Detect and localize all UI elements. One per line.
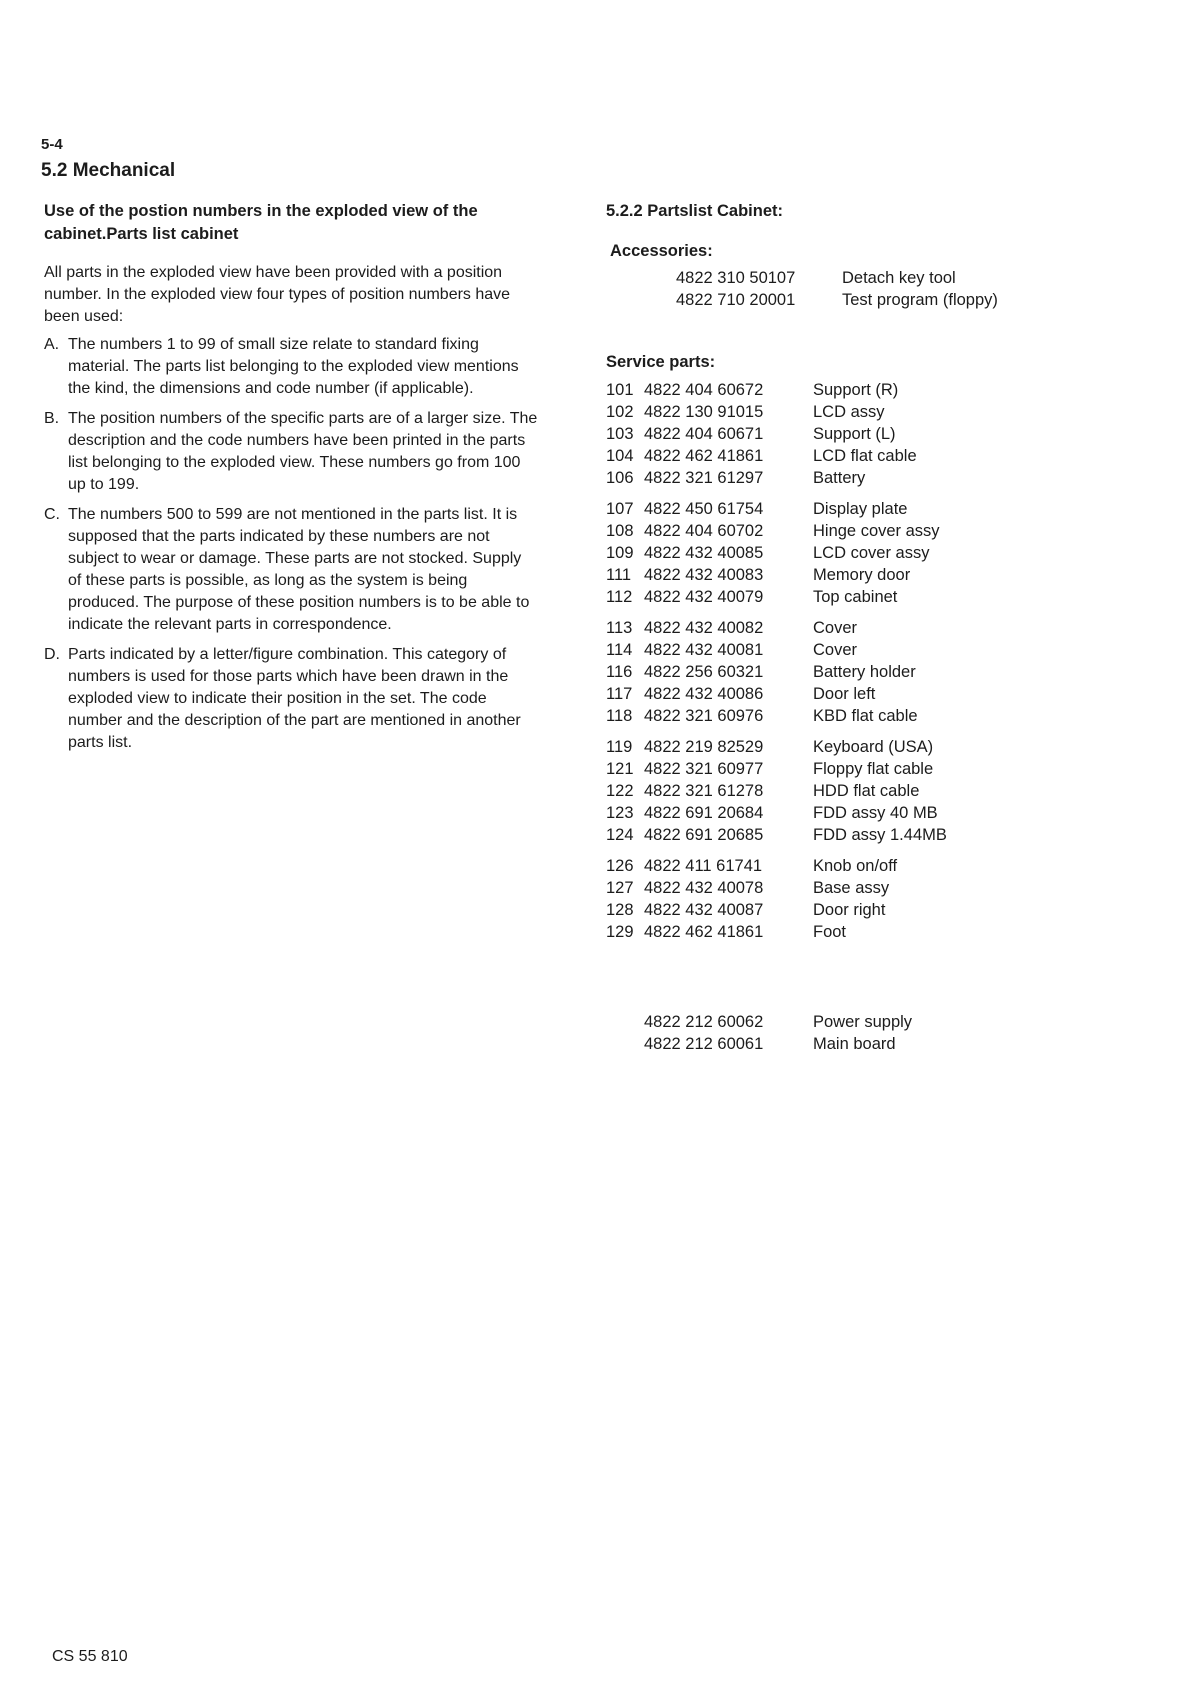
part-row (606, 586, 1126, 608)
part-code: 4822 691 20684 (644, 804, 764, 822)
position-number: 124 (606, 826, 634, 844)
part-row (606, 520, 1126, 542)
part-code: 4822 321 60977 (644, 760, 764, 778)
part-description: LCD assy (813, 403, 885, 421)
part-row (606, 877, 1126, 899)
part-row (606, 379, 1126, 401)
partslist-title: 5.2.2 Partslist Cabinet: (606, 202, 783, 220)
part-code: 4822 321 61297 (644, 469, 764, 487)
part-row (606, 564, 1126, 586)
list-item-text: Parts indicated by a letter/figure combination. This category of numbers is used for those parts which have been drawn in the exploded view to indicate their position in the set. The code number and the description of the part are mentioned in another parts list. (68, 646, 521, 751)
accessory-row (606, 289, 1126, 311)
part-code: 4822 321 60976 (644, 707, 764, 725)
part-description: Hinge cover assy (813, 522, 940, 540)
position-number: 108 (606, 522, 634, 540)
position-number: 116 (606, 663, 633, 681)
list-item (44, 644, 539, 754)
position-number: 121 (606, 760, 634, 778)
part-code: 4822 310 50107 (676, 269, 796, 287)
part-row (606, 921, 1126, 943)
parts-group (606, 498, 1126, 608)
part-code: 4822 462 41861 (644, 447, 764, 465)
part-code: 4822 432 40086 (644, 685, 764, 703)
part-row (606, 639, 1126, 661)
position-number: 118 (606, 707, 633, 725)
part-description: Base assy (813, 879, 890, 897)
part-row (606, 758, 1126, 780)
part-code: 4822 691 20685 (644, 826, 764, 844)
part-description: Door left (813, 685, 876, 703)
part-code: 4822 432 40079 (644, 588, 764, 606)
part-description: Power supply (813, 1013, 913, 1031)
part-row (606, 423, 1126, 445)
part-description: Support (R) (813, 381, 899, 399)
list-item (44, 408, 539, 496)
list-item (44, 504, 539, 636)
part-code: 4822 432 40085 (644, 544, 764, 562)
section-title: 5.2 Mechanical (41, 160, 176, 181)
part-description: Test program (floppy) (842, 291, 998, 309)
part-row (606, 1033, 1126, 1055)
part-description: FDD assy 40 MB (813, 804, 938, 822)
part-code: 4822 404 60671 (644, 425, 764, 443)
position-number: 113 (606, 619, 633, 637)
part-description: Foot (813, 923, 847, 941)
part-description: Floppy flat cable (813, 760, 934, 778)
part-code: 4822 462 41861 (644, 923, 764, 941)
part-row (606, 824, 1126, 846)
part-description: Memory door (813, 566, 911, 584)
position-number-empty (606, 1011, 644, 1033)
position-number: 107 (606, 500, 634, 518)
part-code: 4822 710 20001 (676, 291, 796, 309)
list-item-text: The numbers 500 to 599 are not mentioned in the parts list. It is supposed that the parts indicated by these numbers are not subject to wear or damage. These parts are not stocked. Supply of these parts is possible, as long as the system is being produced. The purpose of these position numbers is to be able to indicate the relevant parts in correspondence. (68, 506, 530, 633)
part-description: Cover (813, 619, 858, 637)
part-code: 4822 432 40081 (644, 641, 764, 659)
position-number: 128 (606, 901, 634, 919)
list-item (44, 334, 539, 400)
additional-parts-list (606, 1011, 1126, 1055)
position-number-types (44, 334, 539, 754)
part-code: 4822 212 60062 (644, 1013, 764, 1031)
part-description: LCD cover assy (813, 544, 930, 562)
position-number: 123 (606, 804, 634, 822)
list-item-label: A. (44, 336, 60, 353)
part-row (606, 445, 1126, 467)
part-row (606, 802, 1126, 824)
part-row (606, 542, 1126, 564)
part-description: Main board (813, 1035, 896, 1053)
position-number: 114 (606, 641, 633, 659)
part-row (606, 467, 1126, 489)
document-code: CS 55 810 (52, 1648, 128, 1665)
list-item-label: B. (44, 410, 60, 427)
position-number: 106 (606, 469, 634, 487)
part-description: Cover (813, 641, 858, 659)
part-description: Display plate (813, 500, 908, 518)
part-description: Support (L) (813, 425, 896, 443)
subheading: Use of the postion numbers in the exploded view of the cabinet.Parts list cabinet (44, 202, 478, 243)
part-row (606, 1011, 1126, 1033)
service-parts-heading: Service parts: (606, 353, 716, 371)
part-code: 4822 411 61741 (644, 857, 763, 875)
part-row (606, 498, 1126, 520)
part-code: 4822 432 40082 (644, 619, 764, 637)
part-row (606, 661, 1126, 683)
parts-group (606, 617, 1126, 727)
part-code: 4822 404 60672 (644, 381, 764, 399)
position-number: 112 (606, 588, 633, 606)
part-code: 4822 130 91015 (644, 403, 764, 421)
part-row (606, 617, 1126, 639)
accessory-row (606, 267, 1126, 289)
position-number: 109 (606, 544, 634, 562)
part-row (606, 855, 1126, 877)
list-item-text: The position numbers of the specific parts are of a larger size. The description and the code numbers have been printed in the parts list belonging to the exploded view. These numbers go from 100 up to 199. (68, 410, 538, 493)
list-item-text: The numbers 1 to 99 of small size relate to standard fixing material. The parts list belonging to the exploded view mentions the kind, the dimensions and code number (if applicable). (68, 336, 519, 397)
part-code: 4822 432 40087 (644, 901, 764, 919)
list-item-label: D. (44, 646, 60, 663)
part-code: 4822 450 61754 (644, 500, 764, 518)
part-code: 4822 256 60321 (644, 663, 764, 681)
left-column (44, 200, 539, 762)
part-description: KBD flat cable (813, 707, 918, 725)
position-number: 103 (606, 425, 634, 443)
part-code: 4822 321 61278 (644, 782, 764, 800)
part-description: HDD flat cable (813, 782, 920, 800)
position-number: 111 (606, 566, 632, 584)
parts-group (606, 379, 1126, 489)
part-row (606, 683, 1126, 705)
part-code: 4822 432 40083 (644, 566, 764, 584)
part-row (606, 401, 1126, 423)
part-code: 4822 212 60061 (644, 1035, 764, 1053)
service-parts-list (606, 379, 1126, 943)
position-number: 101 (606, 381, 634, 399)
part-description: Keyboard (USA) (813, 738, 934, 756)
position-number: 102 (606, 403, 634, 421)
part-row (606, 899, 1126, 921)
position-number: 126 (606, 857, 634, 875)
position-number-empty (606, 1033, 644, 1055)
accessories-heading: Accessories: (610, 242, 713, 260)
position-number: 119 (606, 738, 633, 756)
part-description: Detach key tool (842, 269, 956, 287)
part-code: 4822 432 40078 (644, 879, 764, 897)
page-number: 5-4 (41, 136, 63, 153)
position-number: 104 (606, 447, 634, 465)
position-number: 127 (606, 879, 634, 897)
list-item-label: C. (44, 506, 60, 523)
part-description: Door right (813, 901, 886, 919)
part-code: 4822 404 60702 (644, 522, 764, 540)
part-description: LCD flat cable (813, 447, 917, 465)
part-code: 4822 219 82529 (644, 738, 764, 756)
part-description: FDD assy 1.44MB (813, 826, 947, 844)
part-row (606, 705, 1126, 727)
parts-group (606, 855, 1126, 943)
intro-paragraph: All parts in the exploded view have been provided with a position number. In the exploded view four types of position numbers have been used: (44, 264, 511, 325)
position-number: 117 (606, 685, 633, 703)
position-number: 129 (606, 923, 634, 941)
part-description: Top cabinet (813, 588, 898, 606)
part-description: Battery holder (813, 663, 916, 681)
part-description: Battery (813, 469, 866, 487)
part-row (606, 780, 1126, 802)
right-column (606, 200, 1126, 1055)
position-number: 122 (606, 782, 634, 800)
part-row (606, 736, 1126, 758)
parts-group (606, 736, 1126, 846)
part-description: Knob on/off (813, 857, 898, 875)
accessories-list (606, 267, 1126, 311)
